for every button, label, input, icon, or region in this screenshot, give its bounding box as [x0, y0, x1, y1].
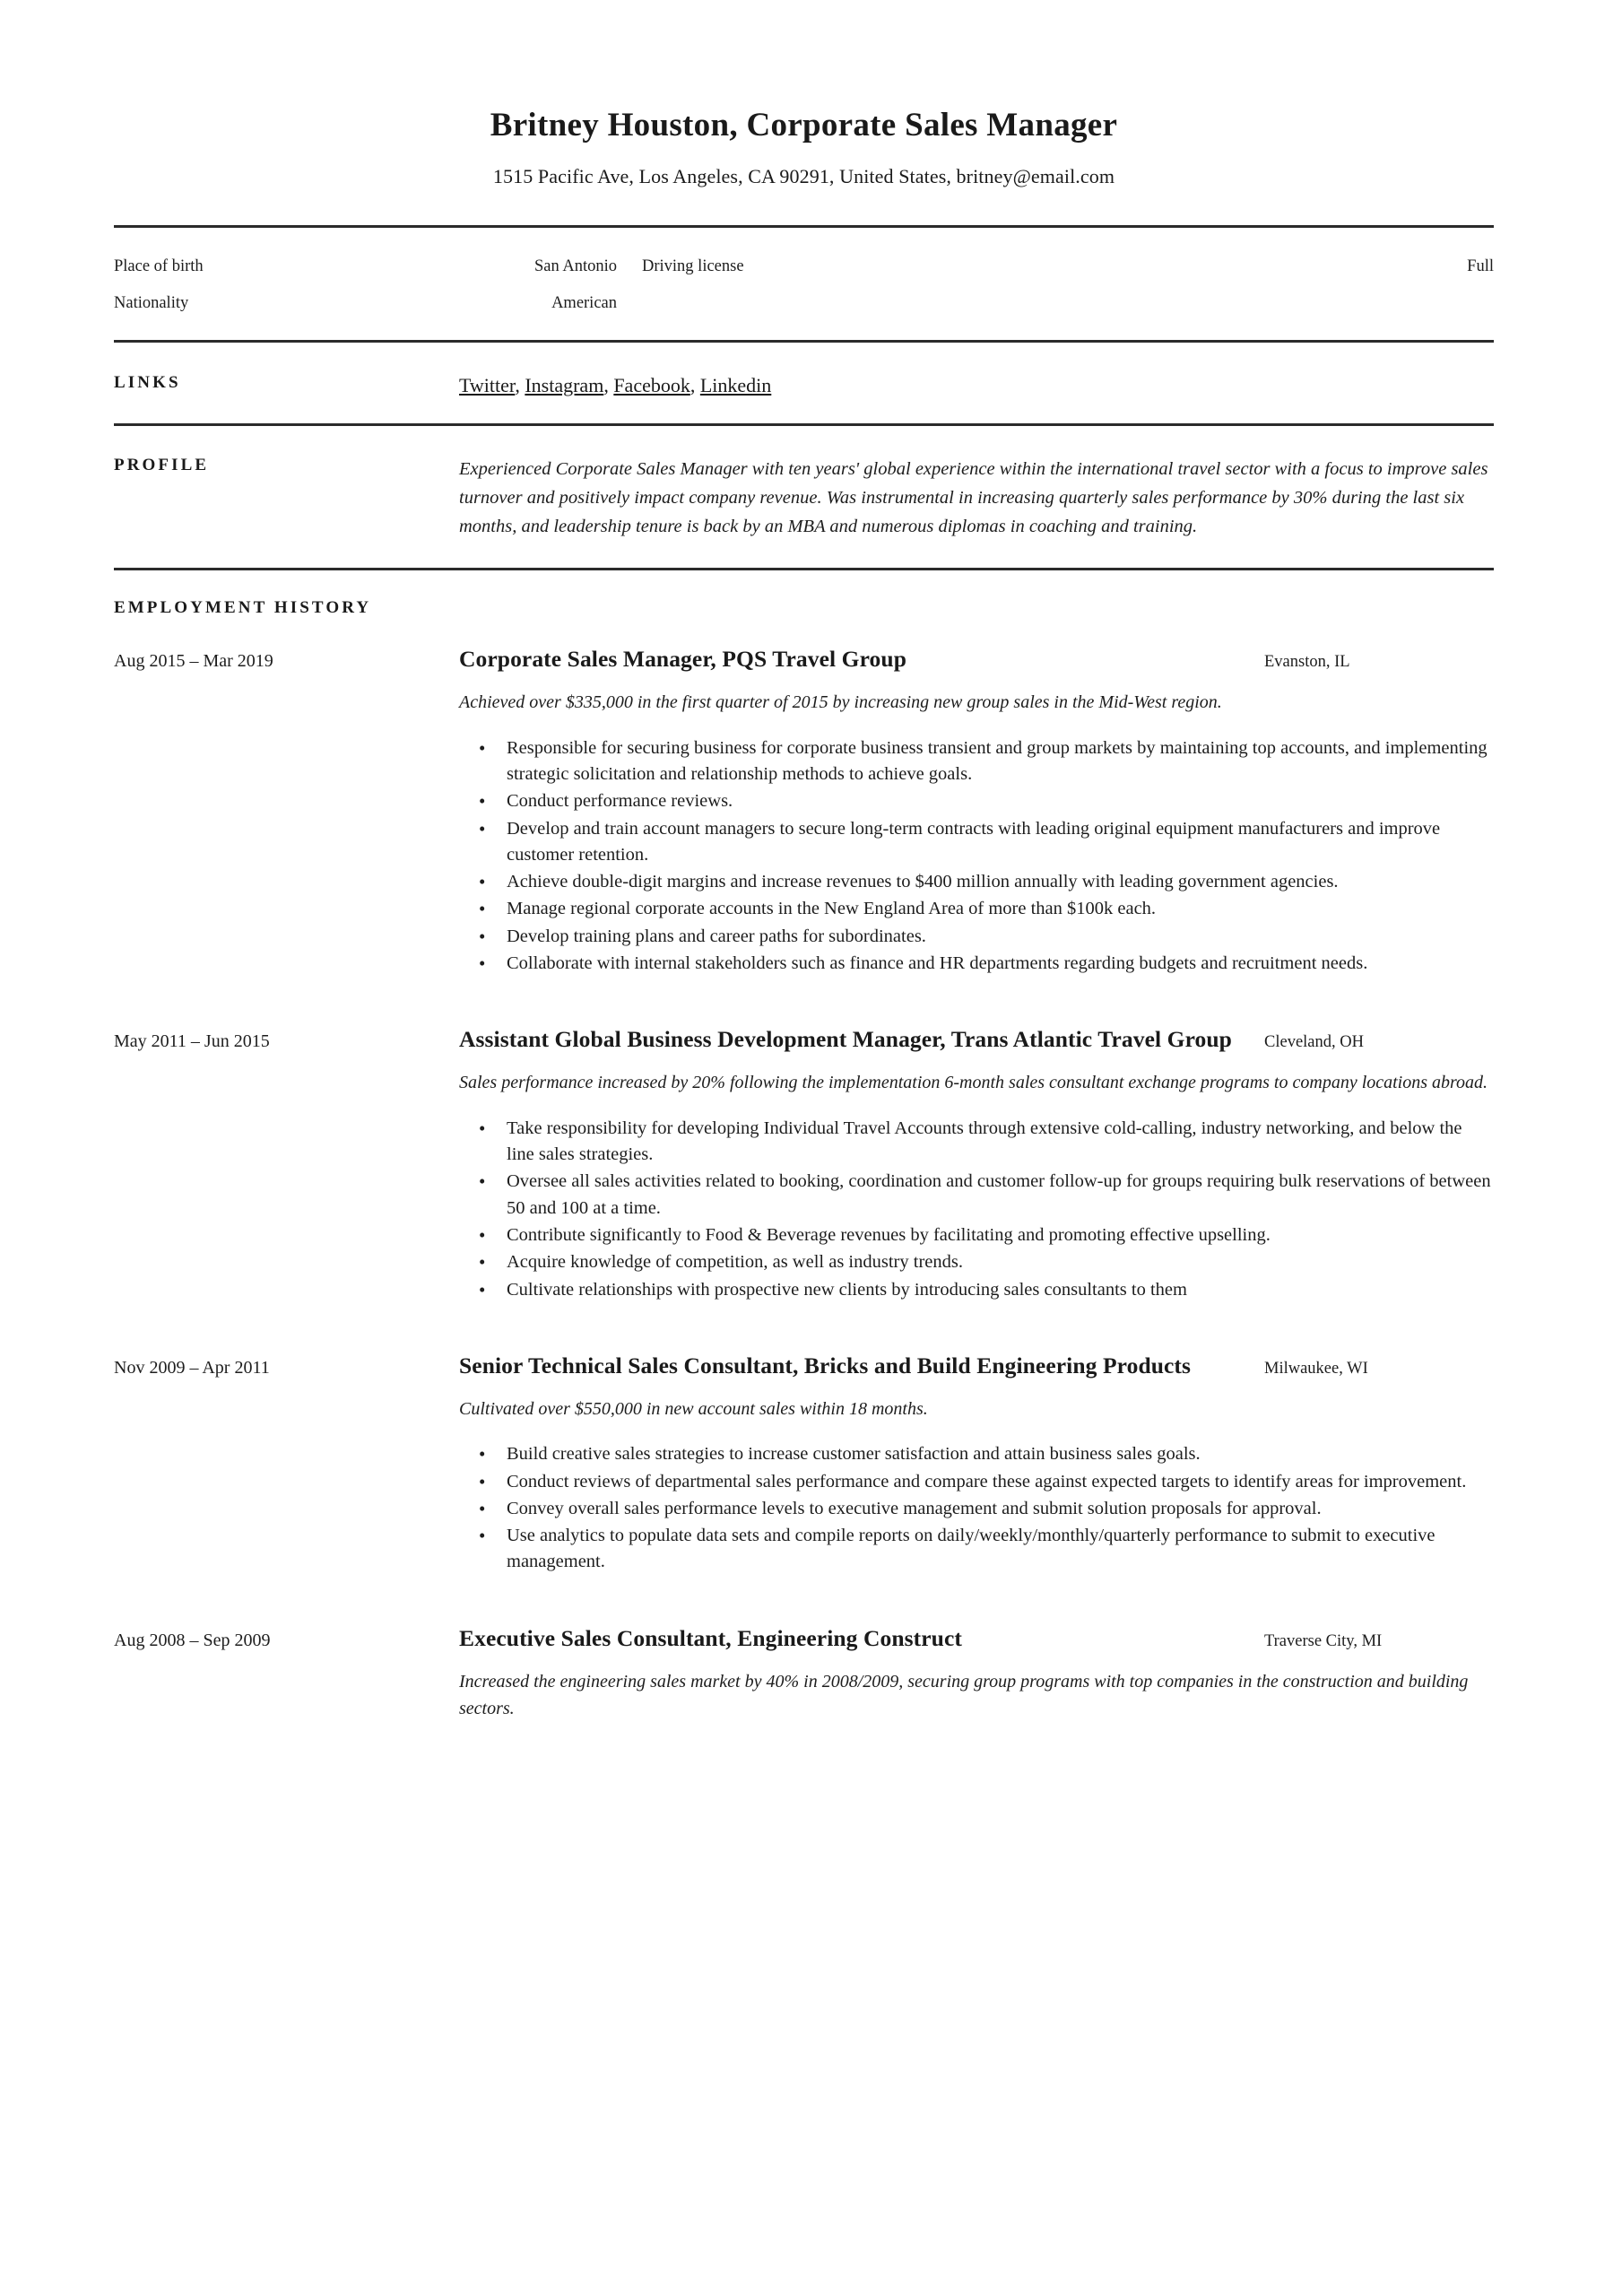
- list-item: • Manage regional corporate accounts in the New England Area of more than $100k each.: [459, 896, 1494, 922]
- divider-above-employment: [114, 568, 1494, 570]
- section-heading-employment-history: EMPLOYMENT HISTORY: [114, 598, 372, 618]
- employment-entry: [114, 1024, 1494, 1304]
- detail-row: [114, 257, 1494, 276]
- list-item: • Responsible for securing business for corporate business transient and group markets by maintaining top accounts, and implementing strategic solicitation and relationship methods to achieve goals.: [459, 735, 1494, 788]
- detail-value-driving-license: Full: [1467, 257, 1494, 276]
- link-separator: ,: [515, 374, 525, 397]
- employment-title: Corporate Sales Manager, PQS Travel Group: [459, 646, 906, 673]
- employment-title: Executive Sales Consultant, Engineering Construct: [459, 1624, 962, 1651]
- employment-summary: Increased the engineering sales market by 40% in 2008/2009, securing group programs with top companies in the construction and building sectors.: [459, 1671, 1469, 1719]
- employment-summary: Cultivated over $550,000 in new account sales within 18 months.: [459, 1398, 928, 1419]
- divider-above-profile: [114, 423, 1494, 426]
- list-item: • Build creative sales strategies to increase customer satisfaction and attain business sales goals.: [459, 1441, 1494, 1467]
- link-facebook[interactable]: Facebook: [613, 374, 690, 397]
- link-linkedin[interactable]: Linkedin: [699, 374, 772, 397]
- employment-title: Assistant Global Business Development Manager, Trans Atlantic Travel Group: [459, 1026, 1232, 1053]
- employment-dates: May 2011 – Jun 2015: [114, 1031, 270, 1052]
- link-twitter[interactable]: Twitter: [459, 374, 516, 397]
- list-item: • Collaborate with internal stakeholders such as finance and HR departments regarding budgets and recruitment needs.: [459, 951, 1494, 977]
- detail-label-place-of-birth: Place of birth: [114, 257, 204, 276]
- employment-bullet-list: [459, 1441, 1494, 1576]
- employment-bullet-list: [459, 735, 1494, 978]
- employment-location: Cleveland, OH: [1264, 1033, 1364, 1052]
- list-item: • Develop and train account managers to secure long-term contracts with leading original equipment manufacturers and improve customer retention.: [459, 816, 1494, 869]
- detail-row: [114, 294, 1494, 313]
- employment-location: Evanston, IL: [1264, 653, 1350, 672]
- divider-above-links: [114, 340, 1494, 343]
- profile-section: [114, 456, 1494, 541]
- employment-location: Traverse City, MI: [1264, 1631, 1383, 1650]
- list-item: • Achieve double-digit margins and increase revenues to $400 million annually with leading government agencies.: [459, 869, 1494, 895]
- list-item: • Conduct performance reviews.: [459, 788, 1494, 814]
- list-item: • Acquire knowledge of competition, as well as industry trends.: [459, 1249, 1494, 1275]
- list-item: • Contribute significantly to Food & Beverage revenues by facilitating and promoting effective upselling.: [459, 1222, 1494, 1248]
- links-list: [459, 373, 1494, 399]
- link-separator: ,: [603, 374, 614, 397]
- employment-dates: Aug 2015 – Mar 2019: [114, 651, 273, 672]
- employment-heading-wrap: [114, 598, 1494, 618]
- detail-label-driving-license: Driving license: [642, 257, 744, 276]
- employment-title: Senior Technical Sales Consultant, Bricks and Build Engineering Products: [459, 1352, 1192, 1378]
- section-heading-profile: PROFILE: [114, 455, 210, 474]
- list-item: • Develop training plans and career paths for subordinates.: [459, 924, 1494, 950]
- list-item: • Conduct reviews of departmental sales performance and compare these against expected targets to identify areas for improvement.: [459, 1469, 1494, 1495]
- link-instagram[interactable]: Instagram: [525, 374, 604, 397]
- detail-label-nationality: Nationality: [114, 294, 189, 313]
- contact-line: 1515 Pacific Ave, Los Angeles, CA 90291, United States, britney@email.com: [492, 165, 1115, 188]
- resume-header: [114, 0, 1494, 188]
- employment-dates: Aug 2008 – Sep 2009: [114, 1630, 271, 1650]
- personal-details-section: [114, 257, 1494, 313]
- employment-summary: Achieved over $335,000 in the first quarter of 2015 by increasing new group sales in the Mid-West region.: [459, 692, 1222, 713]
- employment-summary: Sales performance increased by 20% following the implementation 6-month sales consultant exchange programs to company locations abroad.: [459, 1073, 1488, 1093]
- section-heading-links: LINKS: [114, 373, 181, 393]
- candidate-name-and-title: Britney Houston, Corporate Sales Manager: [490, 107, 1118, 144]
- detail-value-place-of-birth: San Antonio: [534, 257, 617, 276]
- links-section: [114, 373, 1494, 399]
- list-item: • Take responsibility for developing Individual Travel Accounts through extensive cold-calling, industry networking, and below the line sales strategies.: [459, 1116, 1494, 1169]
- link-separator: ,: [690, 374, 700, 397]
- employment-entry: [114, 1623, 1494, 1723]
- employment-entry: [114, 644, 1494, 978]
- employment-dates: Nov 2009 – Apr 2011: [114, 1357, 270, 1378]
- list-item: • Cultivate relationships with prospective new clients by introducing sales consultants to them: [459, 1277, 1494, 1303]
- list-item: • Convey overall sales performance levels to executive management and submit solution proposals for approval.: [459, 1496, 1494, 1522]
- list-item: • Use analytics to populate data sets and compile reports on daily/weekly/monthly/quarterly performance to submit to executive management.: [459, 1523, 1494, 1576]
- resume-sheet: [114, 0, 1494, 1722]
- employment-location: Milwaukee, WI: [1264, 1359, 1368, 1378]
- employment-entry: [114, 1351, 1494, 1577]
- divider-above-details: [114, 225, 1494, 228]
- list-item: • Oversee all sales activities related to booking, coordination and customer follow-up for groups requiring bulk reservations of between 50 and 100 at a time.: [459, 1169, 1494, 1222]
- employment-bullet-list: [459, 1116, 1494, 1303]
- detail-value-nationality: American: [551, 294, 617, 313]
- profile-summary-text: Experienced Corporate Sales Manager with ten years' global experience within the international travel sector with a focus to improve sales turnover and positively impact company revenue. Was instrumental in increasing quarterly sales performance by 30% during the last six months, and leadership tenure is back by an MBA and numerous diplomas in coaching and training.: [459, 458, 1488, 536]
